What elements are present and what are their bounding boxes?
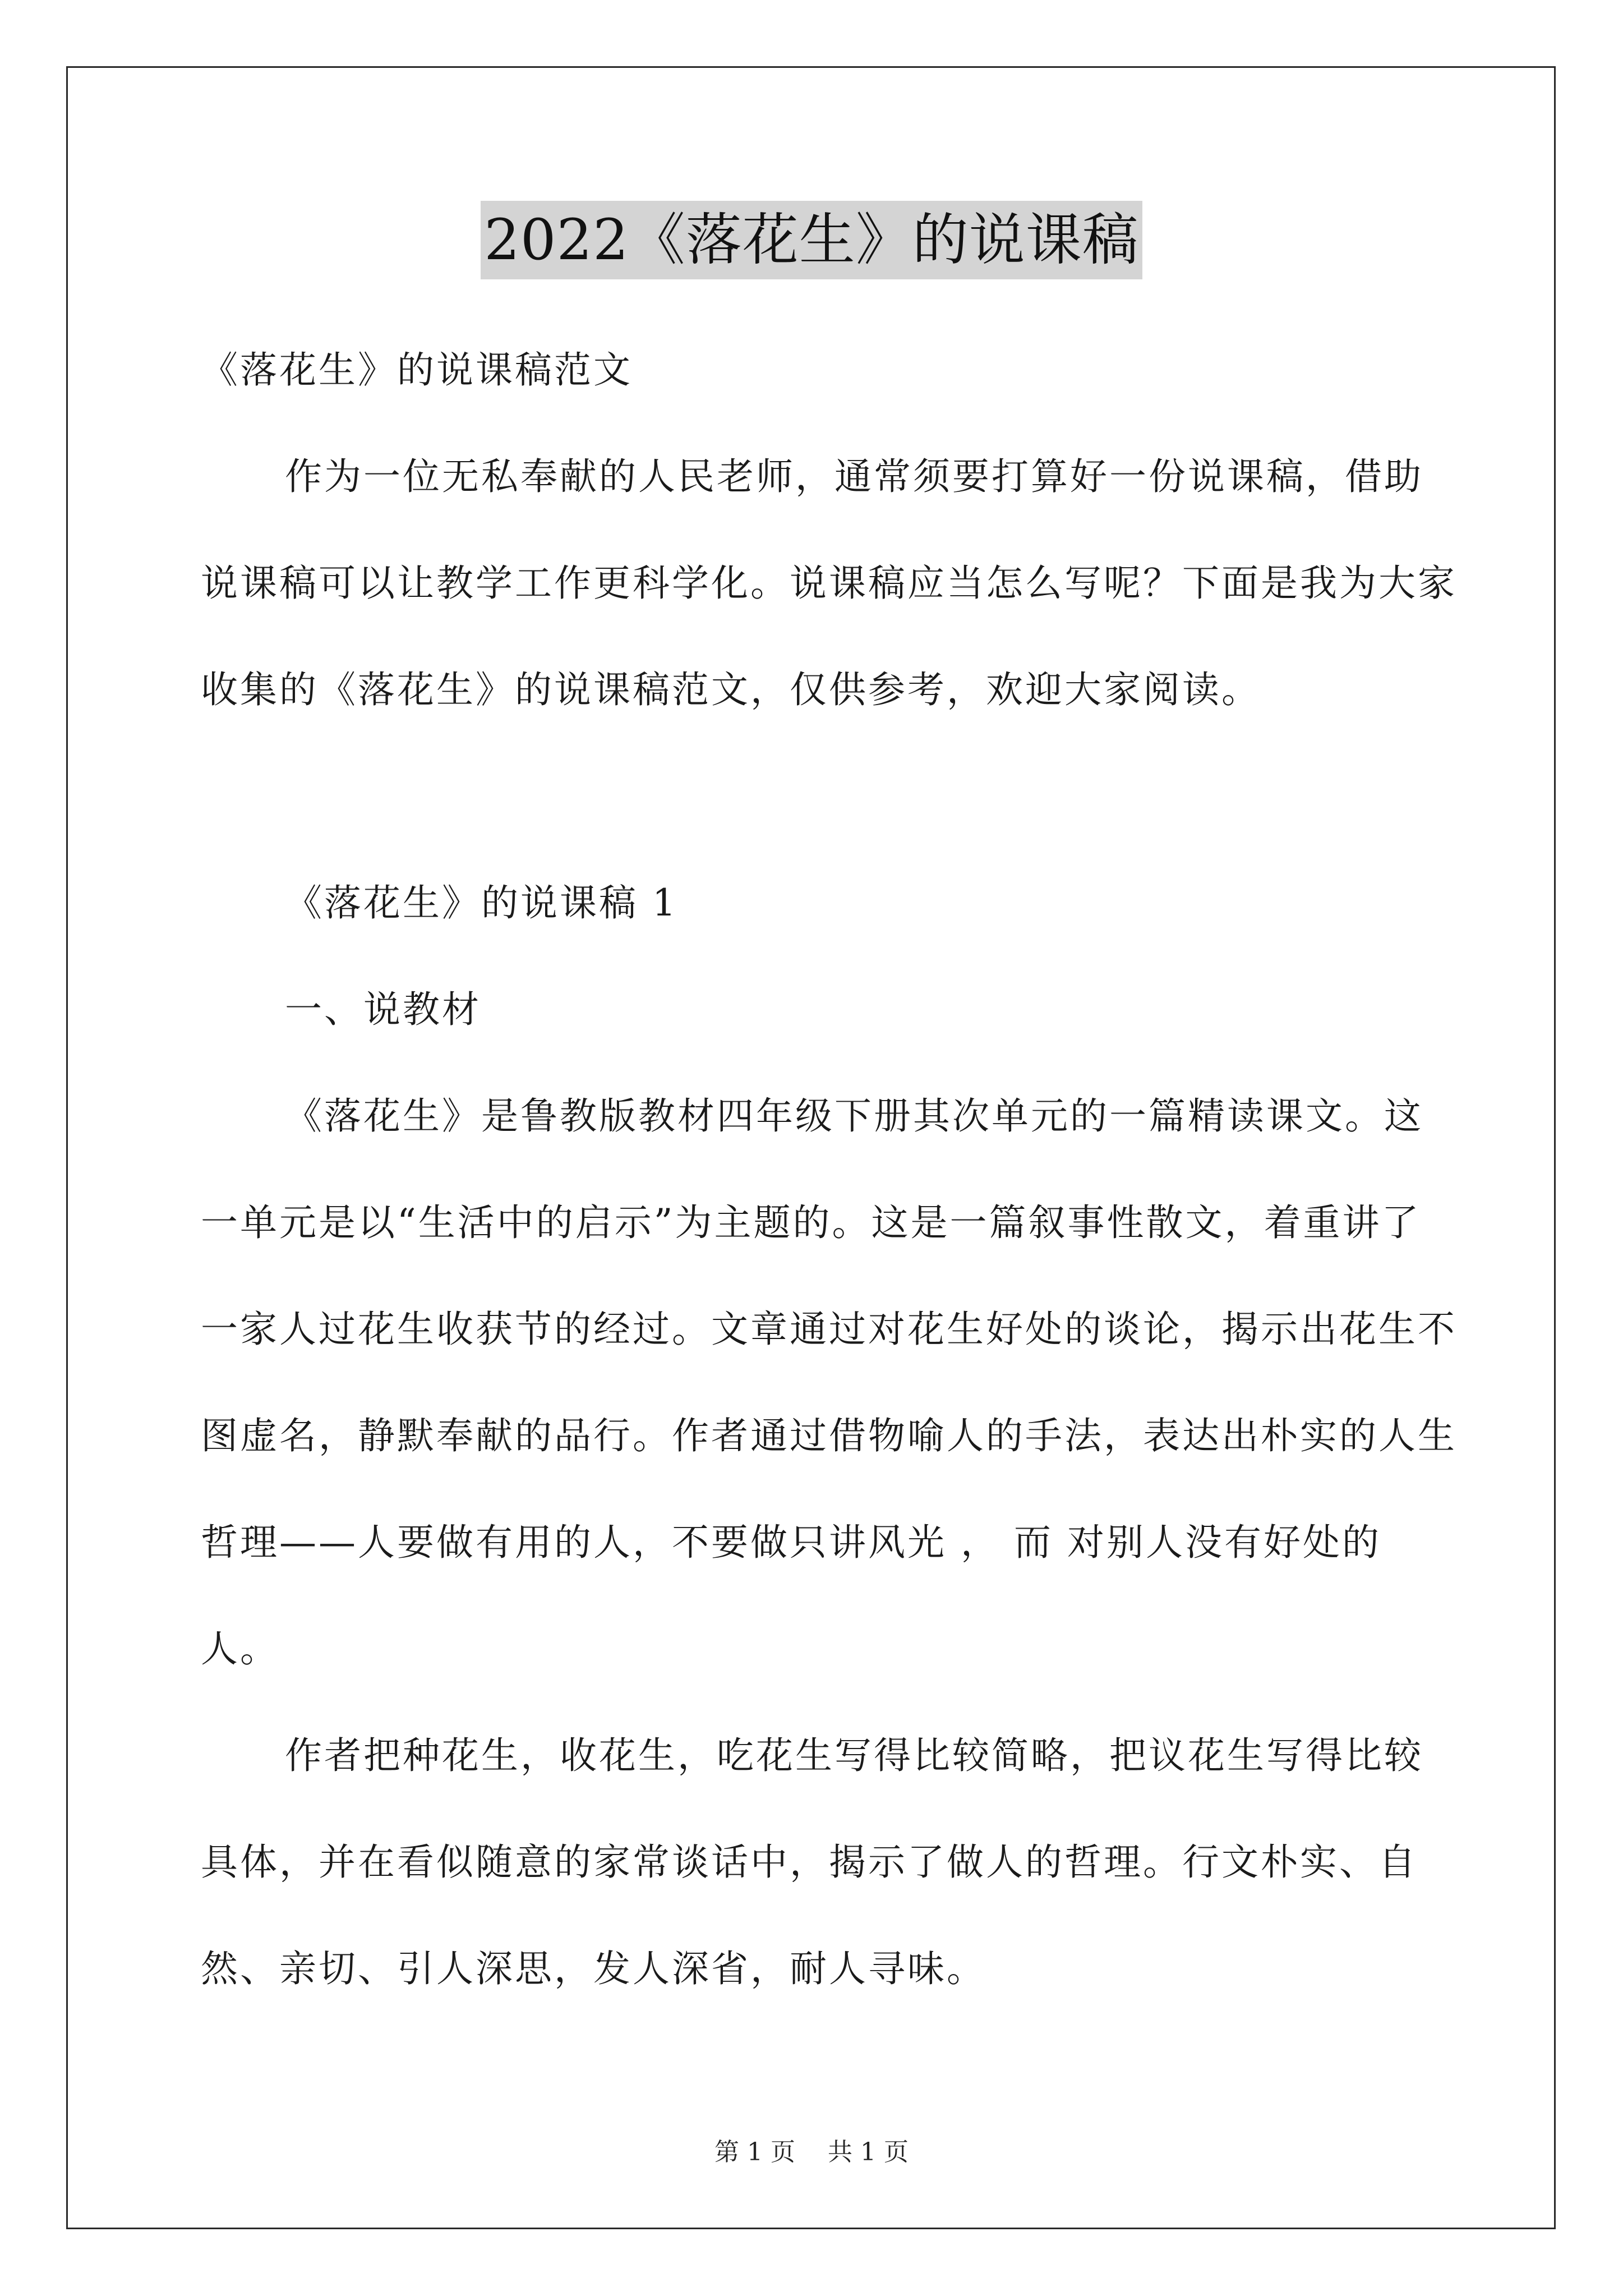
document-body [201, 317, 1457, 2022]
section-heading: 《落花生》的说课稿 1 [285, 881, 678, 924]
document-subtitle: 《落花生》的说课稿范文 [201, 348, 633, 392]
page-footer: 第 1 页 共 1 页 [714, 2138, 909, 2166]
intro-paragraph: 作为一位无私奉献的人民老师，通常须要打算好一份说课稿，借助说课稿可以让教学工作更科学化。说课稿应当怎么写呢？下面是我为大家收集的《落花生》的说课稿范文，仅供参考，欢迎大家阅读。 [201, 455, 1457, 711]
title-container [0, 201, 1623, 279]
body-paragraph-1: 《落花生》是鲁教版教材四年级下册其次单元的一篇精读课文。这一单元是以“生活中的启示”为主题的。这是一篇叙事性散文，着重讲了一家人过花生收获节的经过。文章通过对花生好处的谈论，揭示出花生不图虚名，静默奉献的品行。作者通过借物喻人的手法，表达出朴实的人生哲理——人要做有用的人，不要做只讲风光 ， 而 对别人没有好处的人。 [201, 1094, 1457, 1671]
spacer [201, 743, 1457, 850]
body-paragraph-2: 作者把种花生，收花生，吃花生写得比较简略，把议花生写得比较具体，并在看似随意的家常谈话中，揭示了做人的哲理。行文朴实、自然、亲切、引人深思，发人深省，耐人寻味。 [201, 1734, 1423, 1990]
subsection-heading: 一、说教材 [285, 988, 481, 1031]
document-title: 2022《落花生》的说课稿 [481, 201, 1142, 279]
